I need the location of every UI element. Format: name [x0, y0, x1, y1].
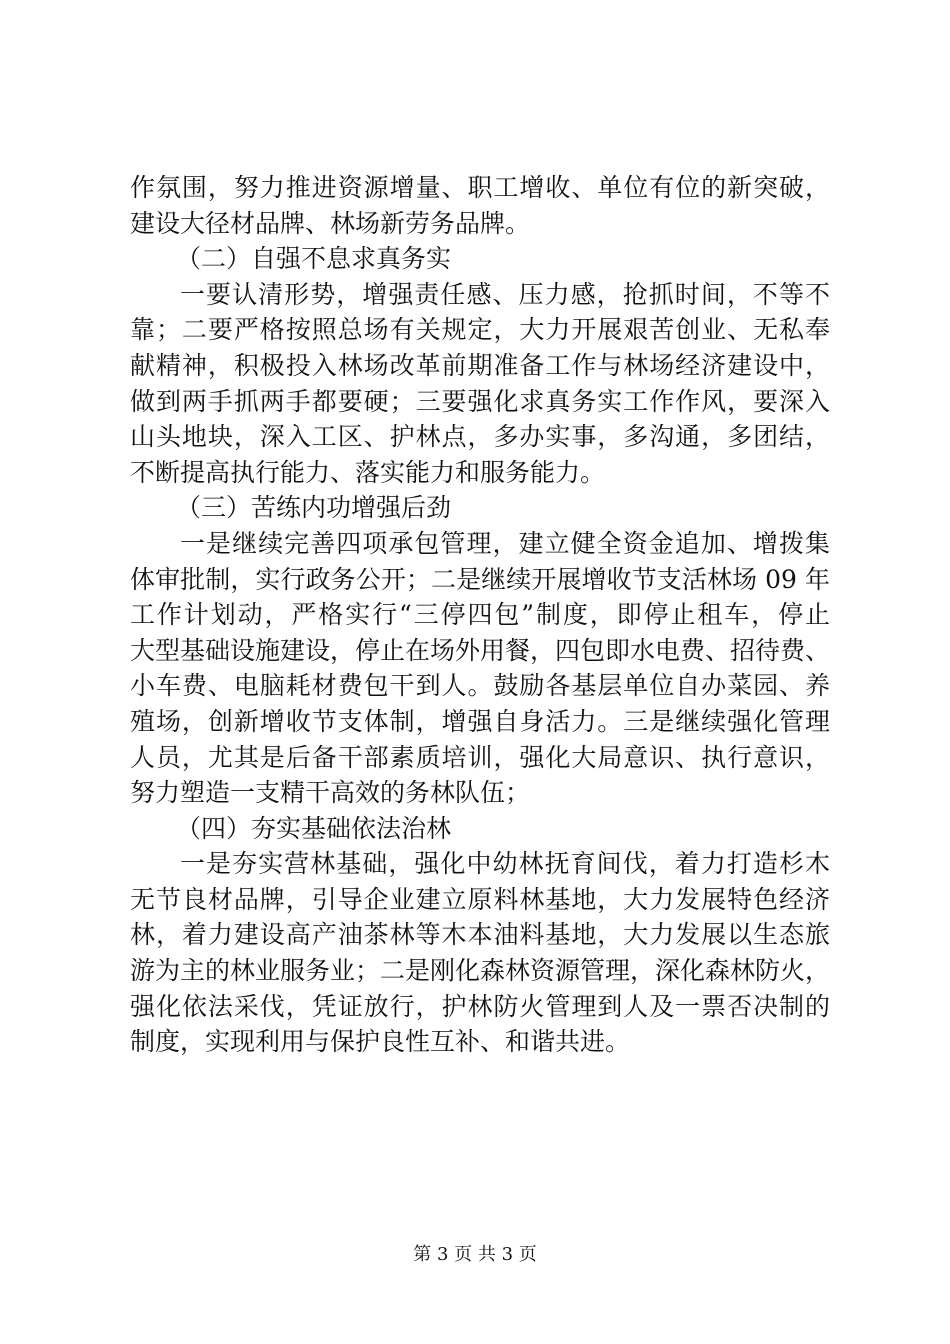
section-heading-4: （四）夯实基础依法治林 — [176, 813, 452, 843]
paragraph-line: 作氛围，努力推进资源增量、职工增收、单位有位的新突破， — [130, 173, 830, 202]
paragraph-line: 建设大径材品牌、林场新劳务品牌。 — [130, 208, 531, 238]
paragraph-line: 山头地块，深入工区、护林点，多办实事，多沟通，多团结， — [130, 422, 830, 452]
paragraph-line: 林，着力建设高产油茶林等木本油料基地，大力发展以生态旅 — [130, 920, 830, 950]
paragraph-line: 大型基础设施建设，停止在场外用餐，四包即水电费、招待费、 — [130, 635, 830, 665]
paragraph-line: 小车费、电脑耗材费包干到人。鼓励各基层单位自办菜园、养 — [130, 671, 830, 701]
paragraph-line: 一要认清形势，增强责任感、压力感，抢抓时间，不等不 — [180, 279, 830, 309]
paragraph-line: 一是夯实营林基础，强化中幼林抚育间伐，着力打造杉木 — [180, 849, 830, 879]
paragraph-line: 献精神，积极投入林场改革前期准备工作与林场经济建设中， — [130, 350, 830, 380]
section-heading-2: （二）自强不息求真务实 — [176, 244, 452, 274]
page-footer: 第 3 页 共 3 页 — [413, 1244, 537, 1265]
paragraph-line: 殖场，创新增收节支体制，增强自身活力。三是继续强化管理 — [130, 706, 830, 736]
paragraph-line: 做到两手抓两手都要硬；三要强化求真务实工作作风，要深入 — [130, 386, 830, 416]
section-heading-3: （三）苦练内功增强后劲 — [176, 493, 452, 523]
paragraph-line: 体审批制，实行政务公开；二是继续开展增收节支活林场 09 年 — [130, 564, 830, 594]
paragraph-line: 靠；二要严格按照总场有关规定，大力开展艰苦创业、无私奉 — [130, 315, 830, 345]
paragraph-line: 不断提高执行能力、落实能力和服务能力。 — [130, 457, 606, 487]
paragraph-line: 一是继续完善四项承包管理，建立健全资金追加、增拨集 — [180, 528, 830, 558]
paragraph-line: 人员，尤其是后备干部素质培训，强化大局意识、执行意识， — [130, 742, 830, 772]
paragraph-line: 工作计划动，严格实行“三停四包”制度，即停止租车，停止 — [130, 600, 830, 630]
paragraph-line: 强化依法采伐，凭证放行，护林防火管理到人及一票否决制的 — [130, 991, 830, 1021]
document-body — [130, 170, 830, 1060]
paragraph-line: 制度，实现利用与保护良性互补、和谐共进。 — [130, 1027, 631, 1057]
paragraph-line: 努力塑造一支精干高效的务林队伍； — [130, 778, 531, 808]
paragraph-line: 无节良材品牌，引导企业建立原料林基地，大力发展特色经济 — [130, 884, 830, 914]
paragraph-line: 游为主的林业服务业；二是刚化森林资源管理，深化森林防火， — [130, 956, 830, 986]
